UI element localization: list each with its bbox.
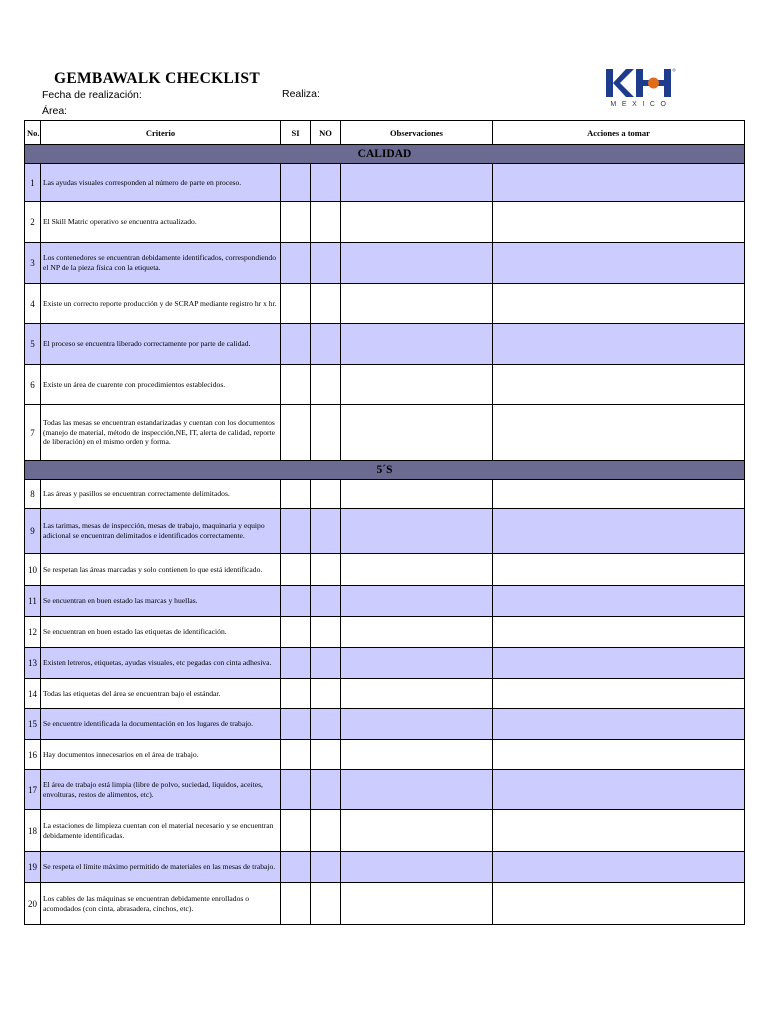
no-cell[interactable] xyxy=(311,164,341,202)
table-row xyxy=(25,284,745,324)
criterio-cell: El área de trabajo está limpia (libre de polvo, suciedad, líquidos, aceites, envolturas, restos de alimentos, etc). xyxy=(41,770,281,810)
no-cell[interactable] xyxy=(311,284,341,324)
area-label: Área: xyxy=(42,105,68,117)
kh-logo-icon xyxy=(606,68,676,98)
criterio-cell: Se respeta el límite máximo permitido de materiales en las mesas de trabajo. xyxy=(41,852,281,883)
page-title: GEMBAWALK CHECKLIST xyxy=(54,70,260,87)
acciones-cell[interactable] xyxy=(493,586,745,617)
criterio-cell: Existe un área de cuarente con procedimientos establecidos. xyxy=(41,365,281,405)
criterio-cell: Existe un correcto reporte producción y de SCRAP mediante registro hr x hr. xyxy=(41,284,281,324)
table-row xyxy=(25,202,745,243)
no-cell[interactable] xyxy=(311,509,341,554)
table-row xyxy=(25,164,745,202)
row-number: 8 xyxy=(25,480,41,509)
acciones-cell[interactable] xyxy=(493,648,745,679)
criterio-cell: Las ayudas visuales corresponden al número de parte en proceso. xyxy=(41,164,281,202)
no-cell[interactable] xyxy=(311,202,341,243)
no-cell[interactable] xyxy=(311,324,341,365)
section-title: 5´S xyxy=(25,461,745,480)
no-cell[interactable] xyxy=(311,554,341,586)
si-cell[interactable] xyxy=(281,554,311,586)
criterio-cell: Todas las mesas se encuentran estandarizadas y cuentan con los documentos (manejo de material, método de inspección,NE, IT, alerta de calidad, reporte de liberación) en el mismo orden y forma. xyxy=(41,405,281,461)
criterio-cell: Existen letreros, etiquetas, ayudas visuales, etc pegadas con cinta adhesiva. xyxy=(41,648,281,679)
observaciones-cell[interactable] xyxy=(341,586,493,617)
table-row xyxy=(25,648,745,679)
col-header-no: No. xyxy=(25,121,41,145)
si-cell[interactable] xyxy=(281,648,311,679)
no-cell[interactable] xyxy=(311,709,341,740)
section-header xyxy=(25,145,745,164)
si-cell[interactable] xyxy=(281,164,311,202)
acciones-cell[interactable] xyxy=(493,405,745,461)
si-cell[interactable] xyxy=(281,852,311,883)
row-number: 6 xyxy=(25,365,41,405)
si-cell[interactable] xyxy=(281,810,311,852)
checklist-body xyxy=(25,145,745,925)
kh-mexico-logo xyxy=(604,68,678,114)
row-number: 11 xyxy=(25,586,41,617)
table-row xyxy=(25,405,745,461)
si-cell[interactable] xyxy=(281,243,311,284)
no-cell[interactable] xyxy=(311,810,341,852)
si-cell[interactable] xyxy=(281,405,311,461)
si-cell[interactable] xyxy=(281,709,311,740)
no-cell[interactable] xyxy=(311,883,341,925)
acciones-cell[interactable] xyxy=(493,509,745,554)
table-row xyxy=(25,365,745,405)
table-header-row xyxy=(25,121,745,145)
observaciones-cell[interactable] xyxy=(341,243,493,284)
row-number: 7 xyxy=(25,405,41,461)
si-cell[interactable] xyxy=(281,770,311,810)
row-number: 15 xyxy=(25,709,41,740)
row-number: 20 xyxy=(25,883,41,925)
si-cell[interactable] xyxy=(281,480,311,509)
table-row xyxy=(25,509,745,554)
row-number: 2 xyxy=(25,202,41,243)
acciones-cell[interactable] xyxy=(493,243,745,284)
table-row xyxy=(25,554,745,586)
row-number: 19 xyxy=(25,852,41,883)
si-cell[interactable] xyxy=(281,509,311,554)
criterio-cell: Se encuentre identificada la documentación en los lugares de trabajo. xyxy=(41,709,281,740)
si-cell[interactable] xyxy=(281,617,311,648)
criterio-cell: El Skill Matric operativo se encuentra actualizado. xyxy=(41,202,281,243)
observaciones-cell[interactable] xyxy=(341,810,493,852)
no-cell[interactable] xyxy=(311,586,341,617)
observaciones-cell[interactable] xyxy=(341,284,493,324)
row-number: 5 xyxy=(25,324,41,365)
si-cell[interactable] xyxy=(281,740,311,770)
observaciones-cell[interactable] xyxy=(341,324,493,365)
observaciones-cell[interactable] xyxy=(341,365,493,405)
section-title: CALIDAD xyxy=(25,145,745,164)
criterio-cell: Hay documentos innecesarios en el área de trabajo. xyxy=(41,740,281,770)
si-cell[interactable] xyxy=(281,883,311,925)
criterio-cell: Se encuentran en buen estado las marcas y huellas. xyxy=(41,586,281,617)
col-header-si: SI xyxy=(281,121,311,145)
acciones-cell[interactable] xyxy=(493,740,745,770)
observaciones-cell[interactable] xyxy=(341,509,493,554)
si-cell[interactable] xyxy=(281,324,311,365)
row-number: 16 xyxy=(25,740,41,770)
table-row xyxy=(25,740,745,770)
acciones-cell[interactable] xyxy=(493,770,745,810)
observaciones-cell[interactable] xyxy=(341,617,493,648)
si-cell[interactable] xyxy=(281,365,311,405)
no-cell[interactable] xyxy=(311,243,341,284)
observaciones-cell[interactable] xyxy=(341,852,493,883)
no-cell[interactable] xyxy=(311,365,341,405)
no-cell[interactable] xyxy=(311,648,341,679)
observaciones-cell[interactable] xyxy=(341,883,493,925)
row-number: 18 xyxy=(25,810,41,852)
observaciones-cell[interactable] xyxy=(341,679,493,709)
observaciones-cell[interactable] xyxy=(341,164,493,202)
table-row xyxy=(25,679,745,709)
table-row xyxy=(25,480,745,509)
si-cell[interactable] xyxy=(281,202,311,243)
row-number: 3 xyxy=(25,243,41,284)
row-number: 10 xyxy=(25,554,41,586)
no-cell[interactable] xyxy=(311,740,341,770)
observaciones-cell[interactable] xyxy=(341,648,493,679)
criterio-cell: Se respetan las áreas marcadas y solo contienen lo que está identificado. xyxy=(41,554,281,586)
table-row xyxy=(25,852,745,883)
observaciones-cell[interactable] xyxy=(341,770,493,810)
observaciones-cell[interactable] xyxy=(341,709,493,740)
row-number: 14 xyxy=(25,679,41,709)
realiza-label: Realiza: xyxy=(282,88,320,100)
acciones-cell[interactable] xyxy=(493,554,745,586)
criterio-cell: El proceso se encuentra liberado correctamente por parte de calidad. xyxy=(41,324,281,365)
row-number: 13 xyxy=(25,648,41,679)
si-cell[interactable] xyxy=(281,586,311,617)
no-cell[interactable] xyxy=(311,480,341,509)
criterio-cell: Los contenedores se encuentran debidamente identificados, correspondiendo el NP de la pieza física con la etiqueta. xyxy=(41,243,281,284)
no-cell[interactable] xyxy=(311,405,341,461)
table-row xyxy=(25,586,745,617)
acciones-cell[interactable] xyxy=(493,202,745,243)
acciones-cell[interactable] xyxy=(493,883,745,925)
acciones-cell[interactable] xyxy=(493,365,745,405)
no-cell[interactable] xyxy=(311,770,341,810)
no-cell[interactable] xyxy=(311,852,341,883)
row-number: 4 xyxy=(25,284,41,324)
criterio-cell: Se encuentran en buen estado las etiquetas de identificación. xyxy=(41,617,281,648)
acciones-cell[interactable] xyxy=(493,324,745,365)
criterio-cell: Todas las etiquetas del área se encuentran bajo el estándar. xyxy=(41,679,281,709)
acciones-cell[interactable] xyxy=(493,679,745,709)
observaciones-cell[interactable] xyxy=(341,202,493,243)
col-header-no-answer: NO xyxy=(311,121,341,145)
table-row xyxy=(25,770,745,810)
no-cell[interactable] xyxy=(311,617,341,648)
acciones-cell[interactable] xyxy=(493,480,745,509)
criterio-cell: Las tarimas, mesas de inspección, mesas de trabajo, maquinaria y equipo adicional se encuentran delimitados e identificados correctamente. xyxy=(41,509,281,554)
logo-subtitle: MEXICO xyxy=(610,101,672,108)
row-number: 12 xyxy=(25,617,41,648)
col-header-acciones: Acciones a tomar xyxy=(493,121,745,145)
table-row xyxy=(25,883,745,925)
table-row xyxy=(25,324,745,365)
acciones-cell[interactable] xyxy=(493,852,745,883)
row-number: 17 xyxy=(25,770,41,810)
acciones-cell[interactable] xyxy=(493,709,745,740)
observaciones-cell[interactable] xyxy=(341,405,493,461)
section-header xyxy=(25,461,745,480)
fecha-label: Fecha de realización: xyxy=(42,89,142,101)
col-header-observaciones: Observaciones xyxy=(341,121,493,145)
acciones-cell[interactable] xyxy=(493,810,745,852)
col-header-criterio: Criterio xyxy=(41,121,281,145)
observaciones-cell[interactable] xyxy=(341,554,493,586)
no-cell[interactable] xyxy=(311,679,341,709)
table-row xyxy=(25,243,745,284)
observaciones-cell[interactable] xyxy=(341,480,493,509)
checklist-table xyxy=(24,120,745,925)
row-number: 9 xyxy=(25,509,41,554)
table-row xyxy=(25,709,745,740)
table-row xyxy=(25,810,745,852)
criterio-cell: Los cables de las máquinas se encuentran debidamente enrollados o acomodados (con cinta, abrasadera, cinchos, etc). xyxy=(41,883,281,925)
row-number: 1 xyxy=(25,164,41,202)
si-cell[interactable] xyxy=(281,284,311,324)
criterio-cell: Las áreas y pasillos se encuentran correctamente delimitados. xyxy=(41,480,281,509)
acciones-cell[interactable] xyxy=(493,164,745,202)
acciones-cell[interactable] xyxy=(493,617,745,648)
observaciones-cell[interactable] xyxy=(341,740,493,770)
criterio-cell: La estaciones de limpieza cuentan con el material necesario y se encuentran debidamente identificadas. xyxy=(41,810,281,852)
table-row xyxy=(25,617,745,648)
acciones-cell[interactable] xyxy=(493,284,745,324)
si-cell[interactable] xyxy=(281,679,311,709)
